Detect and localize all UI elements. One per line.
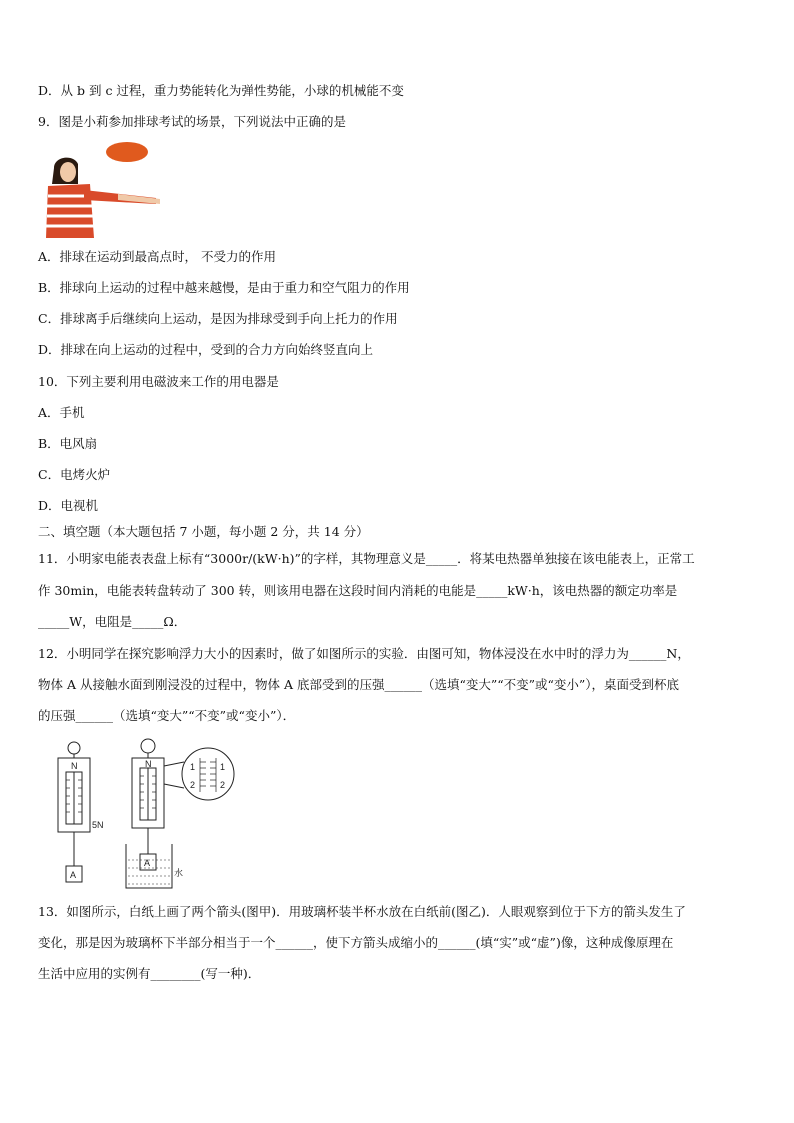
q10-option-d: D．电视机	[38, 498, 99, 513]
scale-5n-label: 5N	[92, 820, 104, 830]
q9-option-d: D．排球在向上运动的过程中，受到的合力方向始终竖直向上	[38, 342, 374, 357]
volleyball-figure	[44, 140, 166, 240]
q11-line-3: _____W，电阻是_____Ω．	[38, 614, 187, 629]
q13-line-2: 变化，那是因为玻璃杯下半部分相当于一个______，使下方箭头成缩小的______(填“实”或“虚”)像，这种成像原理在	[38, 935, 674, 950]
q9-option-a: A．排球在运动到最高点时， 不受力的作用	[38, 249, 277, 264]
q10-option-a: A．手机	[38, 405, 85, 420]
zoom-label-1: 1	[190, 762, 196, 772]
q12-line-2: 物体 A 从接触水面到刚浸没的过程中，物体 A 底部受到的压强______（选填“变大”“不变”或“变小”），桌面受到杯底	[38, 677, 680, 692]
volleyball-icon	[106, 142, 148, 162]
zoom-label-1-right: 1	[220, 762, 226, 772]
q10-stem: 10．下列主要利用电磁波来工作的用电器是	[38, 374, 279, 389]
q9-option-b: B．排球向上运动的过程中越来越慢，是由于重力和空气阻力的作用	[38, 280, 410, 295]
q9-stem: 9．图是小莉参加排球考试的场景，下列说法中正确的是	[38, 114, 346, 129]
q10-option-c: C．电烤火炉	[38, 467, 111, 482]
q12-line-3: 的压强______（选填“变大”“不变”或“变小”）．	[38, 708, 296, 723]
q11-line-2: 作 30min，电能表转盘转动了 300 转，则该用电器在这段时间内消耗的电能是_____kW·h，该电热器的额定功率是	[38, 583, 678, 598]
section-heading: 二、填空题（本大题包括 7 小题，每小题 2 分，共 14 分）	[38, 524, 369, 539]
zoom-label-2-right: 2	[220, 780, 226, 790]
q11-line-1: 11．小明家电能表表盘上标有“3000r/(kW·h)”的字样，其物理意义是_____．将某电热器单独接在该电能表上，正常工	[38, 551, 695, 566]
spring-scale-figure	[44, 736, 244, 892]
q8-option-d: D．从 b 到 c 过程，重力势能转化为弹性势能，小球的机械能不变	[38, 83, 404, 98]
block-a-label: A	[70, 870, 77, 880]
zoom-label-2: 2	[190, 780, 196, 790]
q9-option-c: C．排球离手后继续向上运动，是因为排球受到手向上托力的作用	[38, 311, 398, 326]
scale-n-label-2: N	[145, 759, 152, 769]
q12-line-1: 12．小明同学在探究影响浮力大小的因素时，做了如图所示的实验．由图可知，物体浸没在水中时的浮力为______N，	[38, 646, 690, 661]
block-a-label-2: A	[144, 858, 151, 868]
q13-line-3: 生活中应用的实例有________(写一种)．	[38, 966, 261, 981]
water-label: 水	[174, 868, 184, 878]
q10-option-b: B．电风扇	[38, 436, 98, 451]
scale-n-label: N	[71, 761, 78, 771]
q13-line-1: 13．如图所示，白纸上画了两个箭头(图甲)．用玻璃杯装半杯水放在白纸前(图乙)．人眼观察到位于下方的箭头发生了	[38, 904, 686, 919]
